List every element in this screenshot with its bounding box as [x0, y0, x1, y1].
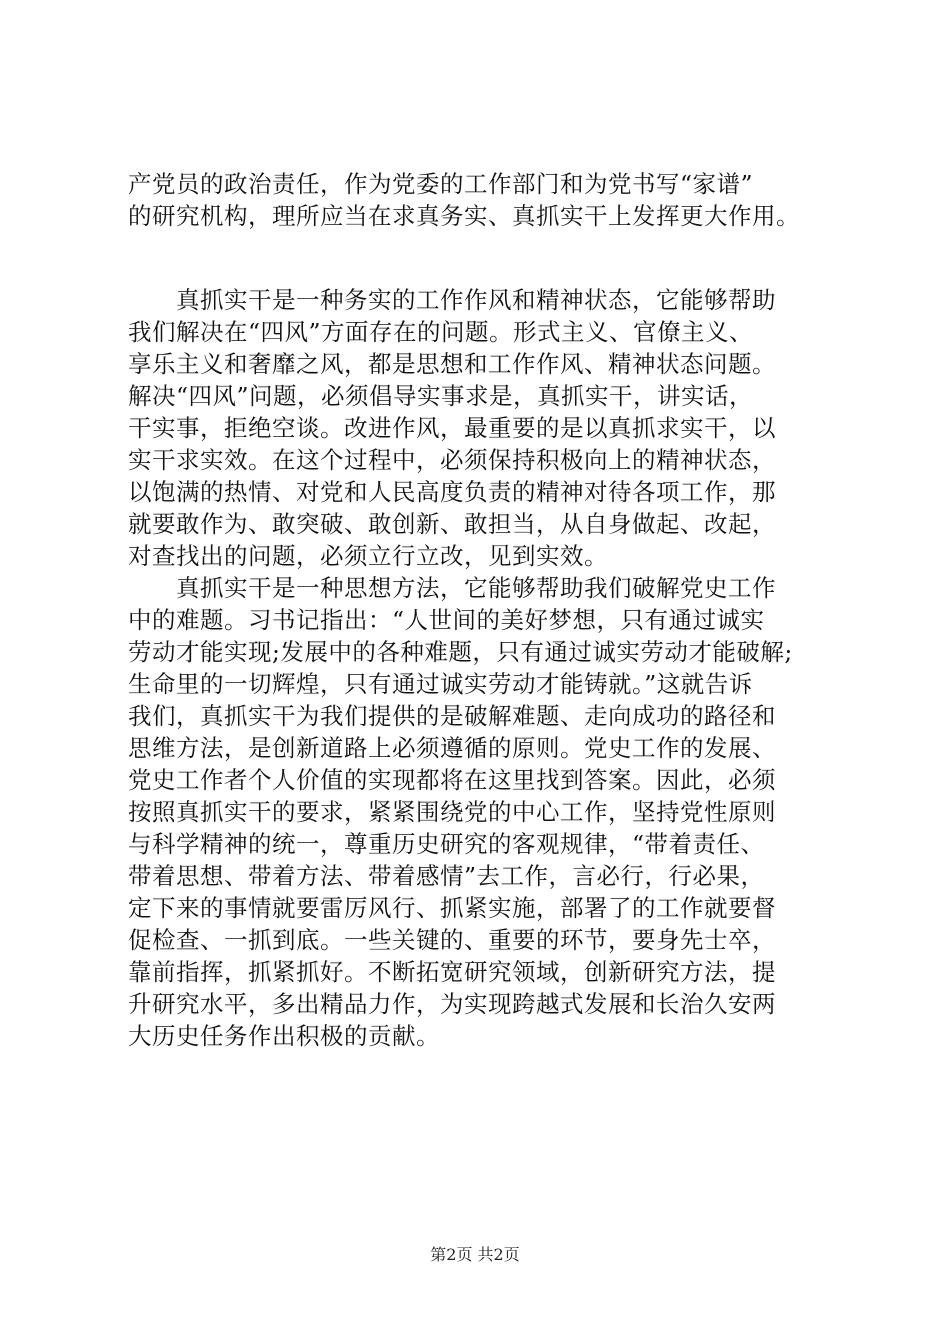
text-line: 真抓实干是一种务实的工作作风和精神状态，它能够帮助 [128, 286, 776, 314]
text-line: 生命里的一切辉煌，只有通过诚实劳动才能铸就。”这就告诉 [128, 670, 753, 698]
text-line: 思维方法，是创新道路上必须遵循的原则。党史工作的发展、 [128, 734, 776, 762]
text-line: 大历史任务作出积极的贡献。 [128, 1022, 440, 1050]
text-line: 党史工作者个人价值的实现都将在这里找到答案。因此，必须 [128, 766, 776, 794]
text-line: 解决“四风”问题，必须倡导实事求是，真抓实干，讲实话， [128, 382, 754, 410]
text-line: 产党员的政治责任，作为党委的工作部门和为党书写“家谱” [128, 170, 754, 198]
text-line: 靠前指挥，抓紧抓好。不断拓宽研究领域，创新研究方法，提 [128, 958, 776, 986]
text-line: 中的难题。习书记指出：“人世间的美好梦想，只有通过诚实 [128, 606, 765, 634]
text-line: 实干求实效。在这个过程中，必须保持积极向上的精神状态， [128, 446, 776, 474]
text-line: 干实事，拒绝空谈。改进作风，最重要的是以真抓求实干，以 [128, 414, 776, 442]
document-body [128, 168, 828, 1052]
text-line: 真抓实干是一种思想方法，它能够帮助我们破解党史工作 [128, 574, 776, 602]
text-line: 升研究水平，多出精品力作，为实现跨越式发展和长治久安两 [128, 990, 776, 1018]
text-line: 以饱满的热情、对党和人民高度负责的精神对待各项工作，那 [128, 478, 776, 506]
text-line: 就要敢作为、敢突破、敢创新、敢担当，从自身做起、改起， [128, 510, 776, 538]
text-line: 促检查、一抓到底。一些关键的、重要的环节，要身先士卒， [128, 926, 776, 954]
paragraph-spacer [128, 232, 828, 284]
text-line: 的研究机构，理所应当在求真务实、真抓实干上发挥更大作用。 [128, 202, 800, 230]
text-line: 我们，真抓实干为我们提供的是破解难题、走向成功的路径和 [128, 702, 776, 730]
text-line: 劳动才能实现;发展中的各种难题，只有通过诚实劳动才能破解; [128, 638, 793, 666]
text-line: 带着思想、带着方法、带着感情”去工作，言必行，行必果， [128, 862, 765, 890]
page-number-footer: 第2页 共2页 [430, 1245, 520, 1264]
text-line: 对查找出的问题，必须立行立改，见到实效。 [128, 542, 608, 570]
text-line: 与科学精神的统一，尊重历史研究的客观规律，“带着责任、 [128, 830, 765, 858]
text-line: 定下来的事情就要雷厉风行、抓紧实施，部署了的工作就要督 [128, 894, 776, 922]
paragraph-work-style [128, 284, 828, 572]
text-line: 按照真抓实干的要求，紧紧围绕党的中心工作，坚持党性原则 [128, 798, 776, 826]
paragraph-intro [128, 168, 828, 232]
paragraph-thinking-method [128, 572, 828, 1052]
text-line: 我们解决在“四风”方面存在的问题。形式主义、官僚主义、 [128, 318, 754, 346]
text-line: 享乐主义和奢靡之风，都是思想和工作作风、精神状态问题。 [128, 350, 776, 378]
